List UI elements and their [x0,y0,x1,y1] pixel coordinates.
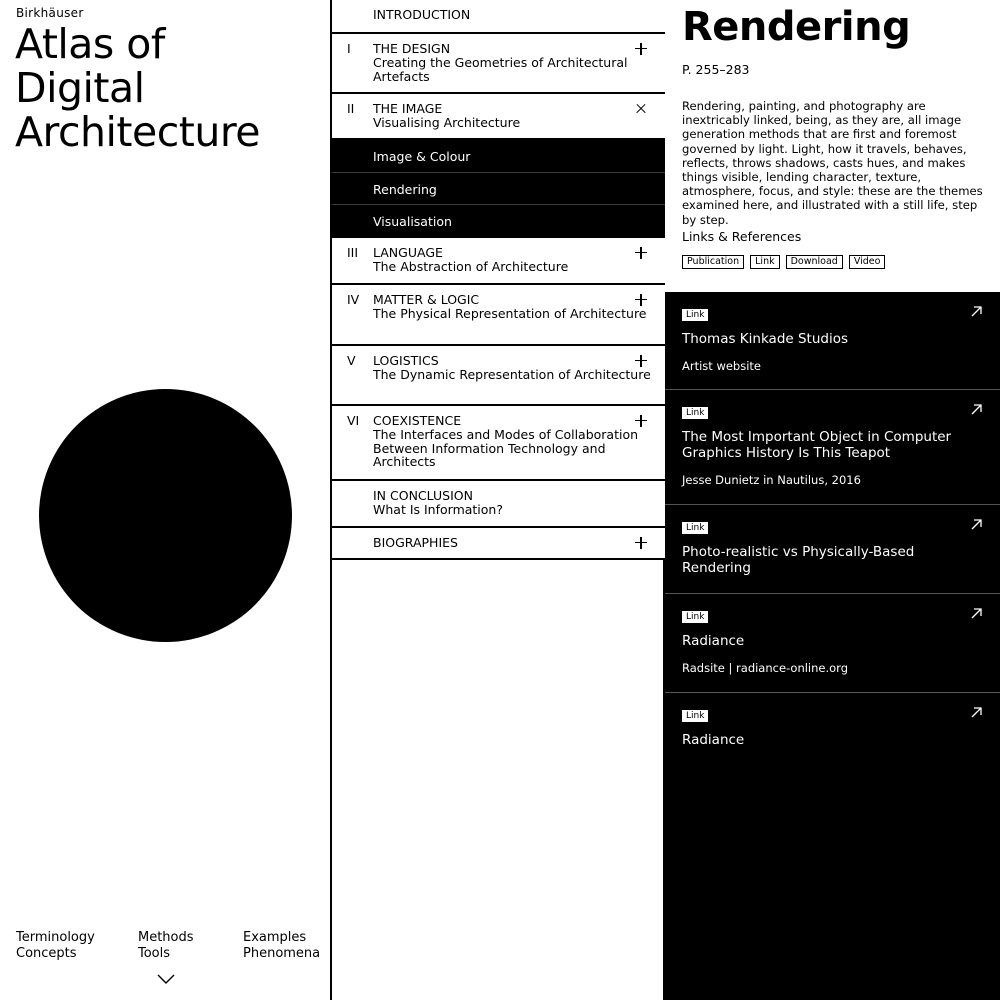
toc-chapter-4[interactable] [332,285,665,346]
footer-nav-group-1 [16,930,95,961]
link-badge: Link [682,522,708,534]
plus-icon[interactable] [635,354,649,368]
book-title-line: Architecture [15,108,261,156]
subsection-label: Visualisation [373,214,452,229]
toc-chapter-2[interactable] [332,94,665,140]
toc-subsection-visualisation[interactable] [332,205,665,238]
section-title: Rendering [682,4,911,50]
chevron-down-icon[interactable] [156,972,176,986]
chapter-subtitle: The Abstraction of Architecture [373,258,569,274]
chapter-title: IN CONCLUSION [373,488,473,503]
link-title: Radiance [682,633,745,649]
toc-chapter-3[interactable] [332,238,665,285]
link-card[interactable] [665,292,1000,390]
section-description: Rendering, painting, and photography are inextricably linked, being, as they are, all image generation methods that are first and foremost governed by light. Light, how it travels, behaves, reflects, throws shadows, casts hues, and makes things visible, lending character, texture, atmosphere, focus, and style: these are the themes examined here, and illustrated with a still life, step by step. [682,99,983,227]
arrow-up-right-icon [970,403,983,416]
chapter-number: I [347,41,351,56]
plus-icon[interactable] [635,42,649,56]
filter-link[interactable]: Link [750,255,779,269]
filter-download[interactable]: Download [786,255,843,269]
toc-chapter-1[interactable] [332,34,665,94]
detail-panel [665,0,1000,1000]
toc-subsection-rendering[interactable] [332,173,665,205]
subsection-label: Rendering [373,182,437,197]
plus-icon[interactable] [635,293,649,307]
page-range: P. 255–283 [682,62,750,77]
link-badge: Link [682,309,708,321]
link-badge: Link [682,407,708,419]
arrow-up-right-icon [970,518,983,531]
toc-chapter-5[interactable] [332,346,665,406]
links-heading: Links & References [682,229,802,244]
nav-tools[interactable]: Tools [138,945,171,961]
toc-biographies[interactable] [332,528,665,560]
toc-conclusion[interactable] [332,481,665,528]
nav-examples[interactable]: Examples [243,930,307,945]
toc-chapter-6[interactable] [332,406,665,481]
link-badge: Link [682,710,708,722]
chapter-number: IV [347,292,360,307]
chapter-subtitle: What Is Information? [373,501,503,517]
nav-methods[interactable]: Methods [138,930,194,945]
chapter-subtitle: The Interfaces and Modes of Collaboration Between Information Technology and Architects [373,426,639,470]
arrow-up-right-icon [970,305,983,318]
nav-phenomena[interactable]: Phenomena [243,945,321,961]
chapter-title: COEXISTENCE [373,413,462,428]
detail-header [665,0,1000,292]
book-title-line: Atlas of [15,20,165,68]
chapter-title: LOGISTICS [373,353,439,368]
chapter-number: III [347,245,359,260]
plus-icon[interactable] [635,414,649,428]
close-icon[interactable] [635,102,649,116]
publisher-logo[interactable]: Birkhäuser [16,6,84,20]
chapter-number: II [347,101,355,116]
plus-icon[interactable] [635,246,649,260]
chapter-number: V [347,353,356,368]
filter-publication[interactable]: Publication [682,255,744,269]
toc-subsection-image-colour[interactable] [332,140,665,173]
nav-terminology[interactable]: Terminology [16,930,95,945]
book-title-line: Digital [15,64,145,112]
chapter-number: VI [347,413,360,428]
link-card[interactable] [665,693,1000,773]
book-title[interactable] [15,22,260,154]
plus-icon[interactable] [635,536,649,550]
link-title: The Most Important Object in Computer Graphics History Is This Teapot [682,429,952,462]
filter-video[interactable]: Video [849,255,886,269]
chapter-subtitle: Creating the Geometries of Architectural Artefacts [373,54,628,84]
link-card[interactable] [665,390,1000,505]
link-title: Radiance [682,732,745,748]
link-subtitle: Jesse Dunietz in Nautilus, 2016 [682,473,861,487]
arrow-up-right-icon [970,706,983,719]
link-badge: Link [682,611,708,623]
chapter-title: THE IMAGE [373,101,443,116]
toc-title: INTRODUCTION [373,7,471,22]
link-filters [682,255,885,269]
arrow-up-right-icon [970,607,983,620]
toc-introduction[interactable] [332,0,665,34]
link-card[interactable] [665,505,1000,594]
nav-concepts[interactable]: Concepts [16,945,77,961]
subsection-label: Image & Colour [373,149,471,164]
footer-nav-group-3 [243,930,320,961]
black-circle-graphic [39,389,292,642]
footer-nav-group-2 [138,930,194,961]
chapter-title: THE DESIGN [373,41,451,56]
link-card[interactable] [665,594,1000,693]
left-column [0,0,332,1000]
chapter-title: LANGUAGE [373,245,443,260]
links-list [665,292,1000,1000]
chapter-title: BIOGRAPHIES [373,535,458,550]
chapter-subtitle: Visualising Architecture [373,114,521,130]
link-subtitle: Artist website [682,359,762,373]
link-subtitle: Radsite | radiance-online.org [682,661,849,675]
chapter-subtitle: The Physical Representation of Architecture [373,305,647,321]
table-of-contents [332,0,665,1000]
chapter-subtitle: The Dynamic Representation of Architecture [373,366,651,382]
link-title: Photo-realistic vs Physically-Based Rendering [682,544,915,577]
link-title: Thomas Kinkade Studios [682,331,849,347]
chapter-title: MATTER & LOGIC [373,292,480,307]
